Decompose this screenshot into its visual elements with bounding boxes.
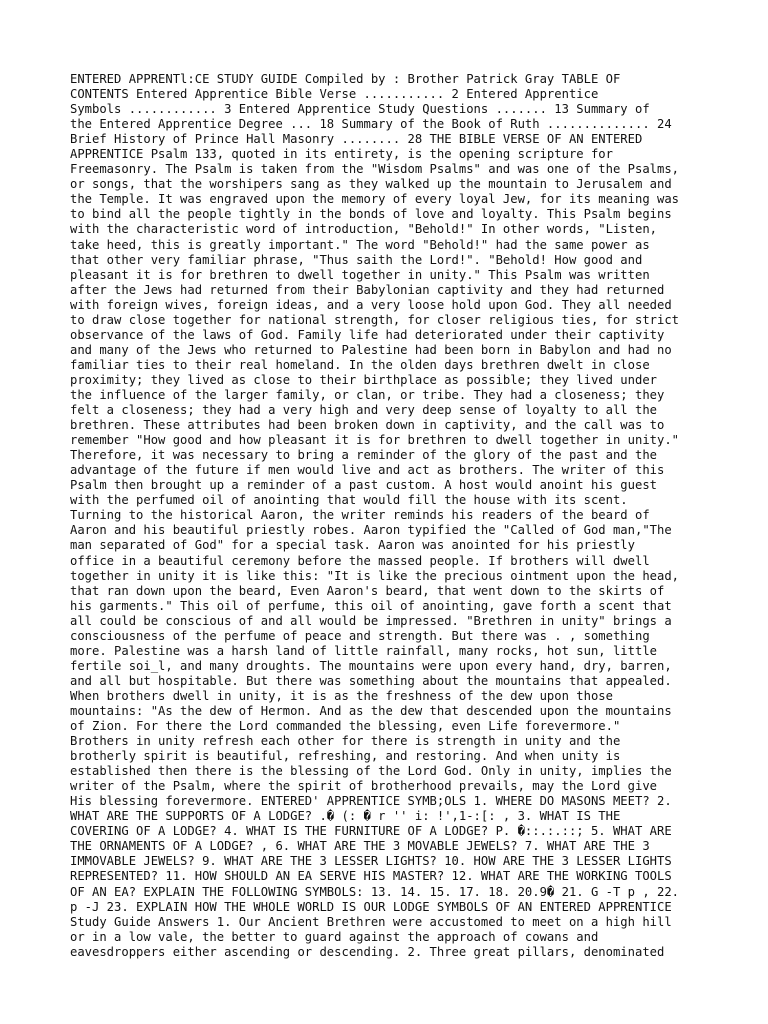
text-line: with the characteristic word of introduction, "Behold!" In other words, "Listen,: [70, 222, 657, 237]
text-line: Aaron and his beautiful priestly robes. Aaron typified the "Called of God man,"The: [70, 523, 672, 538]
text-line: remember "How good and how pleasant it is for brethren to dwell together in unity.": [70, 433, 680, 448]
text-line: ENTERED APPRENTl:CE STUDY GUIDE Compiled by : Brother Patrick Gray TABLE OF: [70, 72, 621, 86]
text-line: Brief History of Prince Hall Masonry ........ 28 THE BIBLE VERSE OF AN ENTERED: [70, 132, 643, 147]
text-line: the Entered Apprentice Degree ... 18 Summary of the Book of Ruth .............. 24: [70, 117, 672, 132]
text-line: mountains: "As the dew of Hermon. And as the dew that descended upon the mountains: [70, 703, 672, 718]
text-line: with the perfumed oil of anointing that would fill the house with its scent.: [70, 493, 628, 508]
text-line: of Zion. For there the Lord commanded the blessing, even Life forevermore.": [70, 719, 621, 734]
text-line: brotherly spirit is beautiful, refreshing, and restoring. And when unity is: [70, 749, 621, 764]
text-line: the Temple. It was engraved upon the memory of every loyal Jew, for its meaning was: [70, 192, 680, 207]
text-line: pleasant it is for brethren to dwell together in unity." This Psalm was written: [70, 267, 650, 282]
text-line: Brothers in unity refresh each other for there is strength in unity and the: [70, 734, 621, 749]
text-line: Study Guide Answers 1. Our Ancient Brethren were accustomed to meet on a high hill: [70, 914, 672, 929]
text-line: REPRESENTED? 11. HOW SHOULD AN EA SERVE HIS MASTER? 12. WHAT ARE THE WORKING TOOLS: [70, 869, 672, 884]
text-line: together in unity it is like this: "It is like the precious ointment upon the head,: [70, 568, 680, 583]
text-line: Psalm then brought up a reminder of a past custom. A host would anoint his guest: [70, 478, 657, 493]
text-line: eavesdroppers either ascending or descending. 2. Three great pillars, denominated: [70, 944, 665, 959]
text-line: with foreign wives, foreign ideas, and a very loose hold upon God. They all needed: [70, 297, 672, 312]
document-body-text: [70, 72, 710, 960]
text-line: man separated of God" for a special task. Aaron was anointed for his priestly: [70, 538, 635, 553]
text-line: observance of the laws of God. Family life had deteriorated under their captivity: [70, 327, 665, 342]
text-line: and all but hospitable. But there was something about the mountains that appealed.: [70, 673, 672, 688]
text-line: Symbols ............ 3 Entered Apprentice Study Questions ....... 13 Summary of: [70, 102, 650, 117]
text-line: APPRENTICE Psalm 133, quoted in its entirety, is the opening scripture for: [70, 147, 613, 162]
text-line: that other very familiar phrase, "Thus saith the Lord!". "Behold! How good and: [70, 252, 643, 267]
text-line: after the Jews had returned from their Babylonian captivity and they had returned: [70, 282, 665, 297]
text-line: to draw close together for national strength, for closer religious ties, for strict: [70, 312, 680, 327]
text-line: writer of the Psalm, where the spirit of brotherhood prevails, may the Lord give: [70, 779, 657, 794]
text-line: His blessing forevermore. ENTERED' APPRENTICE SYMB;OLS 1. WHERE DO MASONS MEET? 2.: [70, 794, 672, 809]
text-line: CONTENTS Entered Apprentice Bible Verse ........... 2 Entered Apprentice: [70, 87, 599, 102]
text-line: that ran down upon the beard, Even Aaron's beard, that went down to the skirts of: [70, 583, 665, 598]
text-line: WHAT ARE THE SUPPORTS OF A LODGE? .� (: � r '' i: !',1-:[: , 3. WHAT IS THE: [70, 809, 621, 824]
text-line: take heed, this is greatly important." The word "Behold!" had the same power as: [70, 237, 650, 252]
text-line: Therefore, it was necessary to bring a reminder of the glory of the past and the: [70, 448, 657, 463]
text-line: OF AN EA? EXPLAIN THE FOLLOWING SYMBOLS: 13. 14. 15. 17. 18. 20.9� 21. G -T p , 22.: [70, 884, 680, 899]
text-line: or in a low vale, the better to guard against the approach of cowans and: [70, 929, 599, 944]
text-line: Freemasonry. The Psalm is taken from the "Wisdom Psalms" and was one of the Psalms,: [70, 162, 680, 177]
text-line: IMMOVABLE JEWELS? 9. WHAT ARE THE 3 LESSER LIGHTS? 10. HOW ARE THE 3 LESSER LIGHTS: [70, 854, 672, 869]
text-line: proximity; they lived as close to their birthplace as possible; they lived under: [70, 372, 657, 387]
text-line: the influence of the larger family, or clan, or tribe. They had a closeness; they: [70, 387, 665, 402]
text-line: COVERING OF A LODGE? 4. WHAT IS THE FURNITURE OF A LODGE? P. �::.:.::; 5. WHAT ARE: [70, 824, 672, 839]
text-line: fertile soi_l, and many droughts. The mountains were upon every hand, dry, barren,: [70, 658, 672, 673]
text-line: office in a beautiful ceremony before the massed people. If brothers will dwell: [70, 553, 650, 568]
text-line: brethren. These attributes had been broken down in captivity, and the call was to: [70, 418, 665, 433]
text-line: more. Palestine was a harsh land of little rainfall, many rocks, hot sun, little: [70, 643, 657, 658]
text-line: p -J 23. EXPLAIN HOW THE WHOLE WORLD IS OUR LODGE SYMBOLS OF AN ENTERED APPRENTICE: [70, 899, 672, 914]
text-line: familiar ties to their real homeland. In the olden days brethren dwelt in close: [70, 357, 650, 372]
text-line: or songs, that the worshipers sang as they walked up the mountain to Jerusalem and: [70, 177, 672, 192]
text-line: Turning to the historical Aaron, the writer reminds his readers of the beard of: [70, 508, 650, 523]
text-line: consciousness of the perfume of peace and strength. But there was . , something: [70, 628, 650, 643]
text-line: felt a closeness; they had a very high and very deep sense of loyalty to all the: [70, 403, 657, 418]
text-line: to bind all the people tightly in the bonds of love and loyalty. This Psalm begins: [70, 207, 672, 222]
text-line: THE ORNAMENTS OF A LODGE? , 6. WHAT ARE THE 3 MOVABLE JEWELS? 7. WHAT ARE THE 3: [70, 839, 650, 854]
text-line: advantage of the future if men would live and act as brothers. The writer of this: [70, 463, 665, 478]
text-line: When brothers dwell in unity, it is as the freshness of the dew upon those: [70, 688, 613, 703]
text-line: established then there is the blessing of the Lord God. Only in unity, implies the: [70, 764, 672, 779]
text-line: and many of the Jews who returned to Palestine had been born in Babylon and had no: [70, 342, 672, 357]
text-line: all could be conscious of and all would be impressed. "Brethren in unity" brings a: [70, 613, 672, 628]
text-line: his garments." This oil of perfume, this oil of anointing, gave forth a scent that: [70, 598, 672, 613]
